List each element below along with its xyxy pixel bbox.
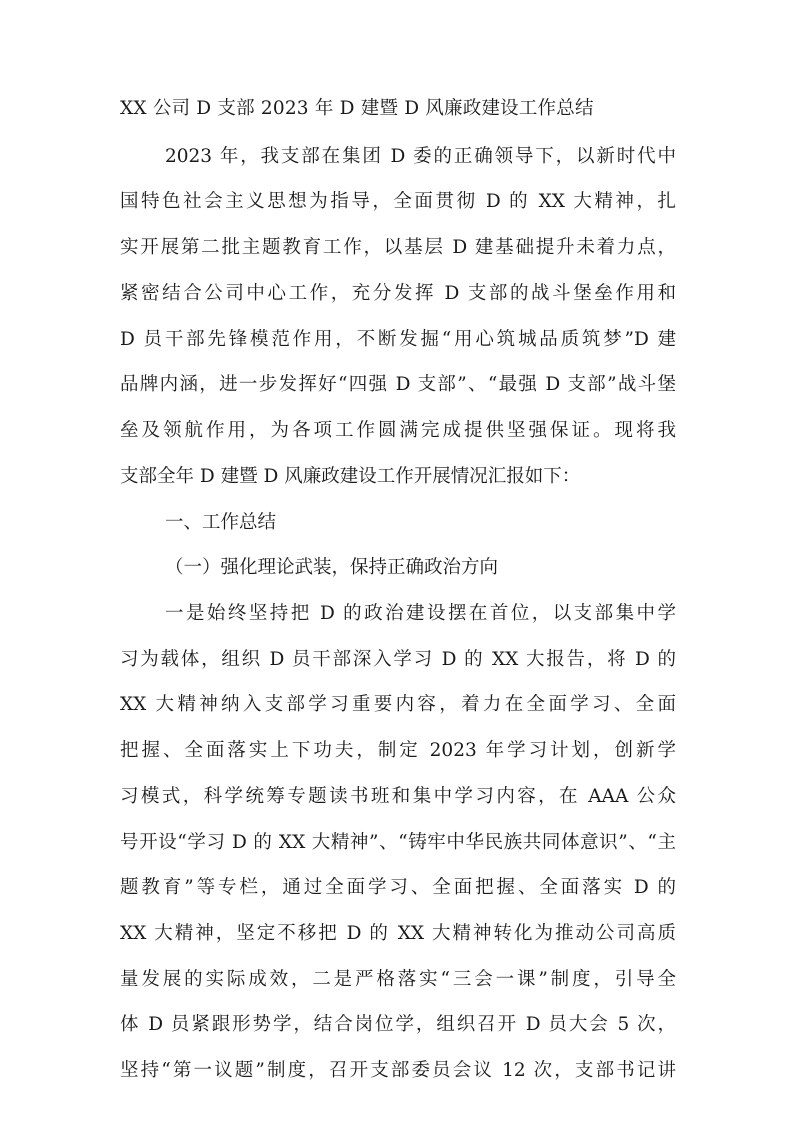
document-title: XX 公司 D 支部 2023 年 D 建暨 D 风廉政建设工作总结	[120, 98, 594, 119]
paragraph-line: 支部全年 D 建暨 D 风廉政建设工作开展情况汇报如下：	[120, 466, 581, 487]
paragraph-line: XX 大精神纳入支部学习重要内容，着力在全面学习、全面	[120, 694, 676, 715]
paragraph-line: 体 D 员紧跟形势学，结合岗位学，组织召开 D 员大会 5 次，	[120, 1014, 676, 1035]
paragraph-line: 实开展第二批主题教育工作，以基层 D 建基础提升未着力点，	[120, 237, 676, 258]
paragraph-line: 品牌内涵，进一步发挥好“四强 D 支部”、“最强 D 支部”战斗堡	[120, 374, 676, 395]
paragraph-line: 习模式，科学统筹专题读书班和集中学习内容，在 AAA 公众	[120, 786, 676, 807]
paragraph-line: 紧密结合公司中心工作，充分发挥 D 支部的战斗堡垒作用和	[120, 283, 676, 304]
paragraph-line: XX 大精神，坚定不移把 D 的 XX 大精神转化为推动公司高质	[120, 923, 676, 944]
paragraph-line: 国特色社会主义思想为指导，全面贯彻 D 的 XX 大精神，扎	[120, 191, 676, 212]
paragraph-line: 把握、全面落实上下功夫，制定 2023 年学习计划，创新学	[120, 740, 676, 761]
paragraph-line: 坚持“第一议题”制度，召开支部委员会议 12 次，支部书记讲	[120, 1060, 676, 1081]
paragraph-line: 题教育”等专栏，通过全面学习、全面把握、全面落实 D 的	[120, 877, 676, 898]
paragraph-line: 号开设“学习 D 的 XX 大精神”、“铸牢中华民族共同体意识”、“主	[120, 832, 676, 853]
paragraph-line: 一是始终坚持把 D 的政治建设摆在首位，以支部集中学	[165, 603, 676, 624]
paragraph-line: 垒及领航作用，为各项工作圆满完成提供坚强保证。现将我	[120, 420, 676, 441]
paragraph-line: 习为载体，组织 D 员干部深入学习 D 的 XX 大报告，将 D 的	[120, 649, 676, 670]
subsection-heading: （一）强化理论武装，保持正确政治方向	[165, 557, 499, 578]
paragraph-line: D 员干部先锋模范作用，不断发掘“用心筑城品质筑梦”D 建	[120, 329, 676, 350]
section-heading: 一、工作总结	[165, 512, 277, 533]
paragraph-line: 2023 年，我支部在集团 D 委的正确领导下，以新时代中	[165, 146, 676, 167]
paragraph-line: 量发展的实际成效，二是严格落实“三会一课”制度，引导全	[120, 969, 676, 990]
